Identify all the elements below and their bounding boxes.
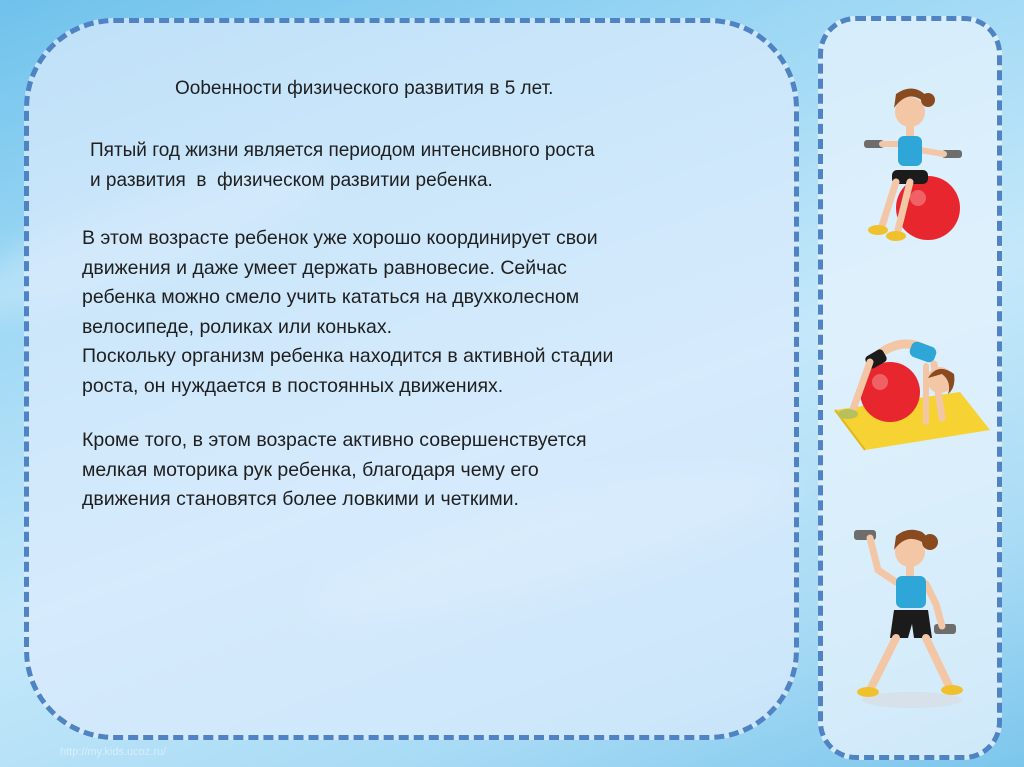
body-paragraph-main: [82, 224, 613, 401]
intro-paragraph: [90, 136, 595, 196]
body-line: В этом возрасте ребенок уже хорошо координирует свои: [82, 227, 598, 249]
slide-title-text: Оobенности физического развития в 5 лет.: [175, 78, 554, 99]
body-line: мелкая моторика рук ребенка, благодаря чему его: [82, 458, 539, 481]
watermark: http://my.kids.ucoz.ru/: [60, 746, 167, 758]
body-line: ребенка можно смело учить кататься на двухколесном: [82, 286, 580, 308]
girl-on-ball-illustration: [858, 78, 968, 253]
girl-backbend-illustration: [830, 322, 995, 452]
body-line: Поскольку организм ребенка находится в активной стадии: [82, 345, 614, 367]
intro-line: Пятый год жизни является периодом интенсивного роста: [90, 140, 595, 161]
body-line: Кроме того, в этом возрасте активно совершенствуется: [82, 429, 587, 451]
intro-line: и развития в физическом развитии ребенка.: [90, 170, 493, 191]
body-line: движения становятся более ловкими и четкими.: [82, 488, 519, 510]
body-paragraph-extra: [82, 426, 587, 515]
body-line: роста, он нуждается в постоянных движениях.: [82, 374, 504, 397]
body-line: движения и даже умеет держать равновесие. Сейчас: [82, 256, 567, 279]
body-line: велосипеде, роликах или коньках.: [82, 315, 393, 338]
slide-title: [175, 78, 553, 100]
girl-dumbbell-illustration: [850, 520, 975, 710]
